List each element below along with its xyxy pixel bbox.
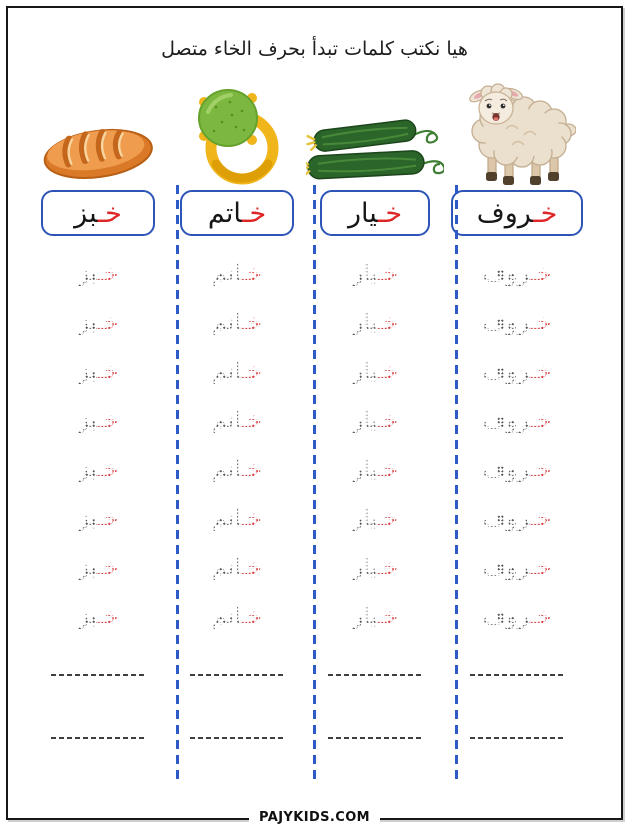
trace-first-letter: خـ‍ [97,506,119,532]
trace-rest-letters: ‍يار [351,310,378,336]
trace-first-letter: خـ‍ [97,359,119,385]
trace-first-letter: خـ‍ [377,457,399,483]
trace-rest-letters: ‍روف [482,555,531,581]
trace-rest-letters: ‍روف [482,604,531,630]
trace-rest-letters: ‍بز [77,457,98,483]
trace-word-ring [212,544,262,593]
column-divider [313,185,316,782]
trace-rest-letters: ‍يار [351,408,378,434]
trace-first-letter: خـ‍ [97,457,119,483]
trace-rows-sheep [483,250,552,642]
practice-line [470,737,564,739]
trace-rows-cucumber [352,250,398,642]
trace-first-letter: خـ‍ [97,604,119,630]
sheep-image [458,82,576,186]
trace-word-ring [212,397,262,446]
bread-image [41,82,156,186]
trace-rest-letters: ‍يار [351,261,378,287]
trace-rest-letters: ‍روف [482,261,531,287]
column-ring [169,82,305,772]
practice-line [51,737,145,739]
trace-rest-letters: ‍اتم [212,310,241,336]
trace-word-ring [212,495,262,544]
column-divider [455,185,458,782]
trace-rest-letters: ‍اتم [212,359,241,385]
trace-rest-letters: ‍بز [77,261,98,287]
trace-first-letter: خـ‍ [530,457,552,483]
trace-word-sheep [483,446,552,495]
trace-word-cucumber [352,250,398,299]
trace-rest-letters: ‍يار [351,555,378,581]
cucumber-image [306,82,444,186]
trace-first-letter: خـ‍ [240,359,262,385]
trace-word-sheep [483,397,552,446]
word-rest-letters: ‍روف [476,197,533,229]
trace-first-letter: خـ‍ [240,310,262,336]
trace-word-bread [78,593,119,642]
trace-rest-letters: ‍بز [77,359,98,385]
trace-first-letter: خـ‍ [377,506,399,532]
worksheet-title: هيا نكتب كلمات تبدأ بحرف الخاء متصل [161,38,468,60]
trace-first-letter: خـ‍ [530,408,552,434]
trace-word-cucumber [352,495,398,544]
word-box-bread [41,190,155,236]
trace-first-letter: خـ‍ [377,261,399,287]
trace-word-sheep [483,348,552,397]
column-sheep [445,82,589,772]
trace-word-bread [78,299,119,348]
trace-word-sheep [483,544,552,593]
trace-rows-ring [212,250,262,642]
word-box-ring [180,190,294,236]
trace-first-letter: خـ‍ [377,408,399,434]
trace-first-letter: خـ‍ [377,310,399,336]
practice-line [190,674,284,676]
trace-rest-letters: ‍يار [351,359,378,385]
trace-first-letter: خـ‍ [377,555,399,581]
trace-word-cucumber [352,446,398,495]
trace-rest-letters: ‍روف [482,457,531,483]
trace-rest-letters: ‍روف [482,506,531,532]
column-bread [27,82,169,772]
trace-word-sheep [483,250,552,299]
word-first-letter: خـ‍ [377,197,403,229]
trace-rest-letters: ‍اتم [212,604,241,630]
trace-word-bread [78,397,119,446]
trace-word-ring [212,299,262,348]
word-first-letter: خـ‍ [241,197,267,229]
trace-word-cucumber [352,544,398,593]
site-name: PAJYKIDS.COM [249,810,380,826]
trace-first-letter: خـ‍ [530,359,552,385]
trace-word-bread [78,495,119,544]
trace-word-cucumber [352,593,398,642]
practice-line [470,674,564,676]
trace-first-letter: خـ‍ [240,457,262,483]
trace-rest-letters: ‍بز [77,408,98,434]
trace-rest-letters: ‍اتم [212,506,241,532]
word-first-letter: خـ‍ [532,197,558,229]
trace-rows-bread [78,250,119,642]
trace-word-sheep [483,299,552,348]
trace-first-letter: خـ‍ [377,359,399,385]
ring-image [192,82,282,186]
sheep-illustration [458,83,576,186]
trace-first-letter: خـ‍ [530,604,552,630]
practice-line [328,737,422,739]
trace-first-letter: خـ‍ [97,555,119,581]
practice-line [328,674,422,676]
trace-first-letter: خـ‍ [530,261,552,287]
ring-illustration [192,86,282,186]
trace-word-bread [78,446,119,495]
trace-first-letter: خـ‍ [240,408,262,434]
trace-word-ring [212,348,262,397]
word-box-cucumber [320,190,430,236]
trace-first-letter: خـ‍ [240,555,262,581]
trace-rest-letters: ‍اتم [212,555,241,581]
trace-rest-letters: ‍روف [482,408,531,434]
word-rest-letters: ‍يار [347,197,378,229]
cucumber-illustration [306,106,444,186]
trace-rest-letters: ‍روف [482,310,531,336]
trace-rest-letters: ‍يار [351,457,378,483]
trace-rest-letters: ‍بز [77,506,98,532]
trace-word-cucumber [352,348,398,397]
trace-rest-letters: ‍بز [77,310,98,336]
trace-rest-letters: ‍بز [77,555,98,581]
word-first-letter: خـ‍ [97,197,122,229]
trace-first-letter: خـ‍ [530,555,552,581]
trace-rest-letters: ‍روف [482,359,531,385]
trace-rest-letters: ‍اتم [212,457,241,483]
trace-first-letter: خـ‍ [240,506,262,532]
word-rest-letters: ‍اتم [207,197,242,229]
trace-rest-letters: ‍يار [351,506,378,532]
trace-rest-letters: ‍اتم [212,408,241,434]
trace-word-bread [78,544,119,593]
trace-word-bread [78,348,119,397]
column-cucumber [305,82,445,772]
worksheet-page [6,6,623,825]
trace-first-letter: خـ‍ [97,310,119,336]
trace-first-letter: خـ‍ [97,261,119,287]
trace-word-ring [212,250,262,299]
practice-line [190,737,284,739]
trace-first-letter: خـ‍ [530,310,552,336]
word-rest-letters: ‍بز [74,197,98,229]
trace-first-letter: خـ‍ [530,506,552,532]
trace-rest-letters: ‍يار [351,604,378,630]
footer [8,810,621,826]
trace-word-ring [212,446,262,495]
practice-line [51,674,145,676]
trace-word-bread [78,250,119,299]
trace-word-sheep [483,593,552,642]
trace-first-letter: خـ‍ [240,604,262,630]
trace-first-letter: خـ‍ [240,261,262,287]
trace-word-cucumber [352,397,398,446]
trace-rest-letters: ‍بز [77,604,98,630]
trace-word-ring [212,593,262,642]
trace-word-cucumber [352,299,398,348]
trace-first-letter: خـ‍ [377,604,399,630]
column-divider [176,185,179,782]
trace-rest-letters: ‍اتم [212,261,241,287]
bread-illustration [41,114,156,186]
word-box-sheep [451,190,583,236]
trace-first-letter: خـ‍ [97,408,119,434]
trace-word-sheep [483,495,552,544]
